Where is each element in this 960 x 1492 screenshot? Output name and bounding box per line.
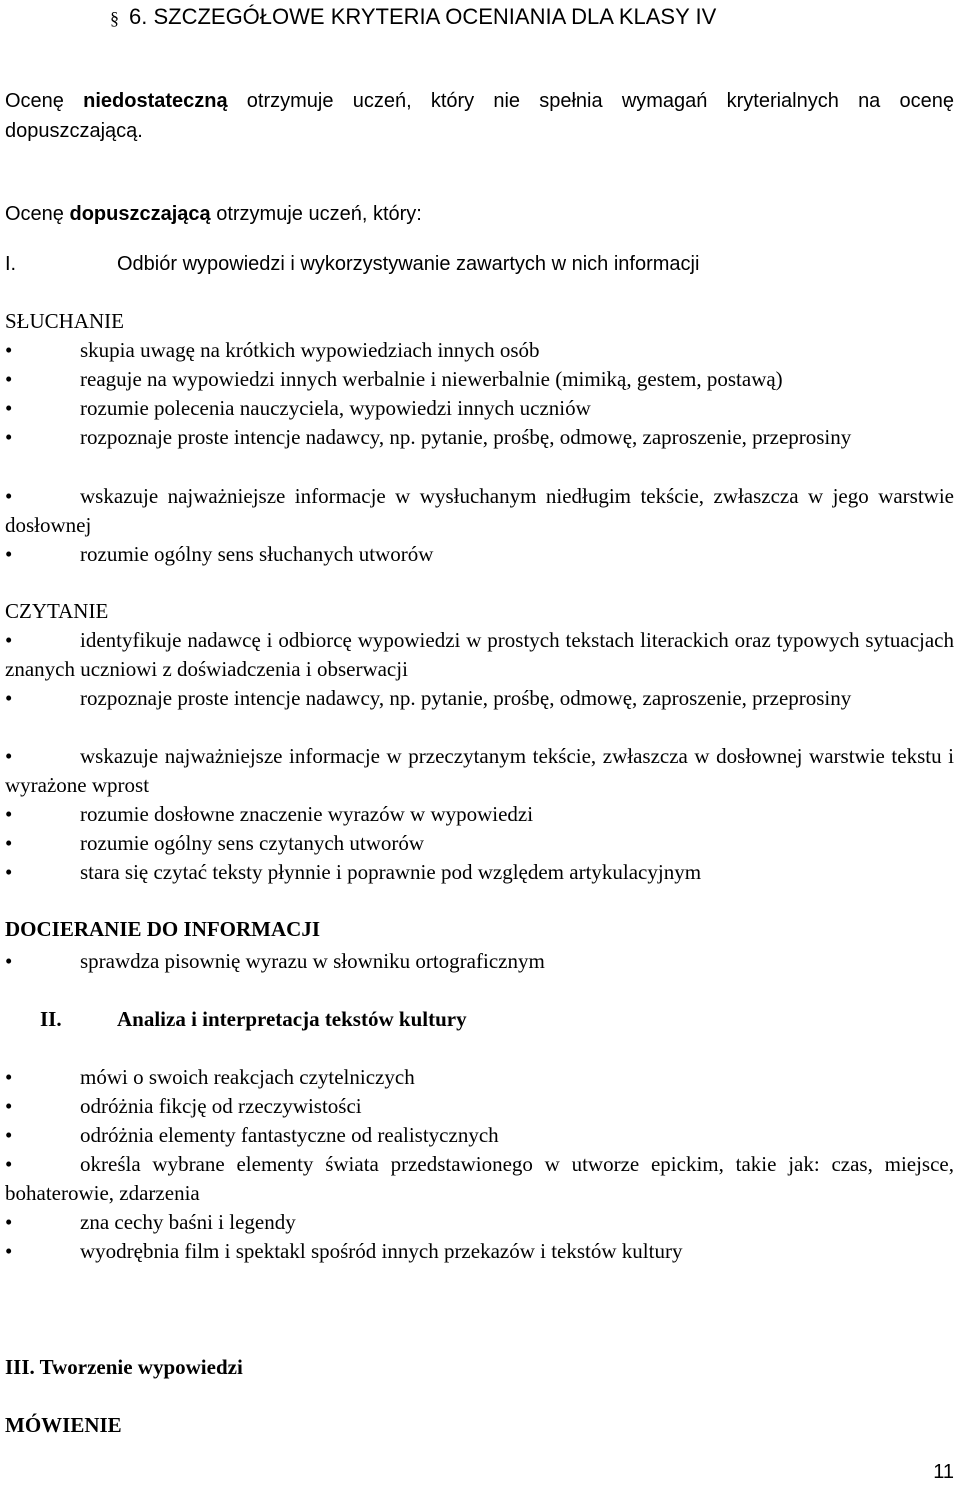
bullet-icon: •: [5, 425, 13, 449]
list-item: [5, 423, 954, 452]
list-item-text: określa wybrane elementy świata przedstawionego w utworze epickim, takie jak: czas, miejsce, bohaterowie, zdarzenia: [5, 1152, 954, 1205]
intro-1-c: otrzymuje uczeń, który nie spełnia wymagań kryterialnych na ocenę dopuszczającą.: [5, 90, 954, 142]
page-title: [110, 2, 716, 33]
list-item: [5, 742, 954, 800]
intro-2-c: otrzymuje uczeń, który:: [210, 203, 422, 225]
bullet-icon: •: [5, 1065, 13, 1089]
section-3-heading: III. Tworzenie wypowiedzi: [5, 1355, 243, 1379]
mowienie-heading: MÓWIENIE: [5, 1413, 122, 1437]
intro-1-bold: niedostateczną: [83, 90, 228, 112]
bullet-icon: •: [5, 860, 13, 884]
list-item-text: reaguje na wypowiedzi innych werbalnie i niewerbalnie (mimiką, gestem, postawą): [80, 367, 783, 391]
intro-2-bold: dopuszczającą: [69, 203, 211, 225]
docieranie-heading: DOCIERANIE DO INFORMACJI: [5, 917, 321, 941]
list-item-text: rozumie polecenia nauczyciela, wypowiedzi innych uczniów: [80, 396, 591, 420]
list-item-text: wskazuje najważniejsze informacje w przeczytanym tekście, zwłaszcza w dosłownej warstwie tekstu i wyrażone wprost: [5, 744, 954, 797]
bullet-icon: •: [5, 396, 13, 420]
list-item-text: odróżnia elementy fantastyczne od realistycznych: [80, 1123, 499, 1147]
list-item-text: rozumie dosłowne znaczenie wyrazów w wypowiedzi: [80, 802, 534, 826]
bullet-icon: •: [5, 1094, 13, 1118]
list-item-text: odróżnia fikcję od rzeczywistości: [80, 1094, 362, 1118]
bullet-icon: •: [5, 542, 13, 566]
list-item-text: stara się czytać teksty płynnie i poprawnie pod względem artykulacyjnym: [80, 860, 702, 884]
list-item-text: rozumie ogólny sens słuchanych utworów: [80, 542, 434, 566]
bullet-icon: •: [5, 628, 13, 652]
list-item-text: rozpoznaje proste intencje nadawcy, np. pytanie, prośbę, odmowę, zaproszenie, przeprosiny: [80, 686, 852, 710]
list-item: [5, 1150, 954, 1208]
bullet-icon: •: [5, 831, 13, 855]
bullet-icon: •: [5, 1152, 13, 1176]
list-item-text: rozumie ogólny sens czytanych utworów: [80, 831, 425, 855]
intro-paragraph-2: [5, 200, 954, 229]
sluchanie-heading: SŁUCHANIE: [5, 309, 124, 333]
section-1-title: Odbiór wypowiedzi i wykorzystywanie zawartych w nich informacji: [117, 253, 700, 275]
list-item-text: identyfikuje nadawcę i odbiorcę wypowiedzi w prostych tekstach literackich oraz typowych sytuacjach znanych uczniowi z doświadczenia i obserwacji: [5, 628, 954, 681]
page-number: 11: [933, 1461, 954, 1483]
bullet-icon: •: [5, 1239, 13, 1263]
section-2-title: Analiza i interpretacja tekstów kultury: [117, 1007, 467, 1031]
section-1-number: I.: [5, 253, 17, 275]
bullet-icon: •: [5, 1123, 13, 1147]
list-item-text: wyodrębnia film i spektakl spośród innych przekazów i tekstów kultury: [80, 1239, 683, 1263]
title-bullet: §: [110, 8, 119, 28]
bullet-icon: •: [5, 338, 13, 362]
list-item: [5, 626, 954, 684]
intro-2-a: Ocenę: [5, 203, 70, 225]
bullet-icon: •: [5, 367, 13, 391]
list-item: [5, 482, 954, 540]
section-1-heading: [5, 250, 954, 279]
bullet-icon: •: [5, 802, 13, 826]
list-item-text: zna cechy baśni i legendy: [80, 1210, 296, 1234]
list-item-text: rozpoznaje proste intencje nadawcy, np. pytanie, prośbę, odmowę, zaproszenie, przeprosiny: [80, 425, 852, 449]
list-item: [5, 684, 954, 713]
intro-1-a: Ocenę: [5, 90, 84, 112]
intro-paragraph-1: [5, 86, 954, 146]
bullet-icon: •: [5, 686, 13, 710]
section-2-number: II.: [40, 1007, 62, 1031]
bullet-icon: •: [5, 949, 13, 973]
list-item-text: sprawdza pisownię wyrazu w słowniku ortograficznym: [80, 949, 545, 973]
bullet-icon: •: [5, 744, 13, 768]
title-text: 6. SZCZEGÓŁOWE KRYTERIA OCENIANIA DLA KLASY IV: [129, 4, 717, 29]
list-item-text: skupia uwagę na krótkich wypowiedziach innych osób: [80, 338, 540, 362]
list-item-text: wskazuje najważniejsze informacje w wysłuchanym niedługim tekście, zwłaszcza w jego warstwie dosłownej: [5, 484, 954, 537]
bullet-icon: •: [5, 484, 13, 508]
bullet-icon: •: [5, 1210, 13, 1234]
list-item-text: mówi o swoich reakcjach czytelniczych: [80, 1065, 415, 1089]
czytanie-heading: CZYTANIE: [5, 599, 109, 623]
